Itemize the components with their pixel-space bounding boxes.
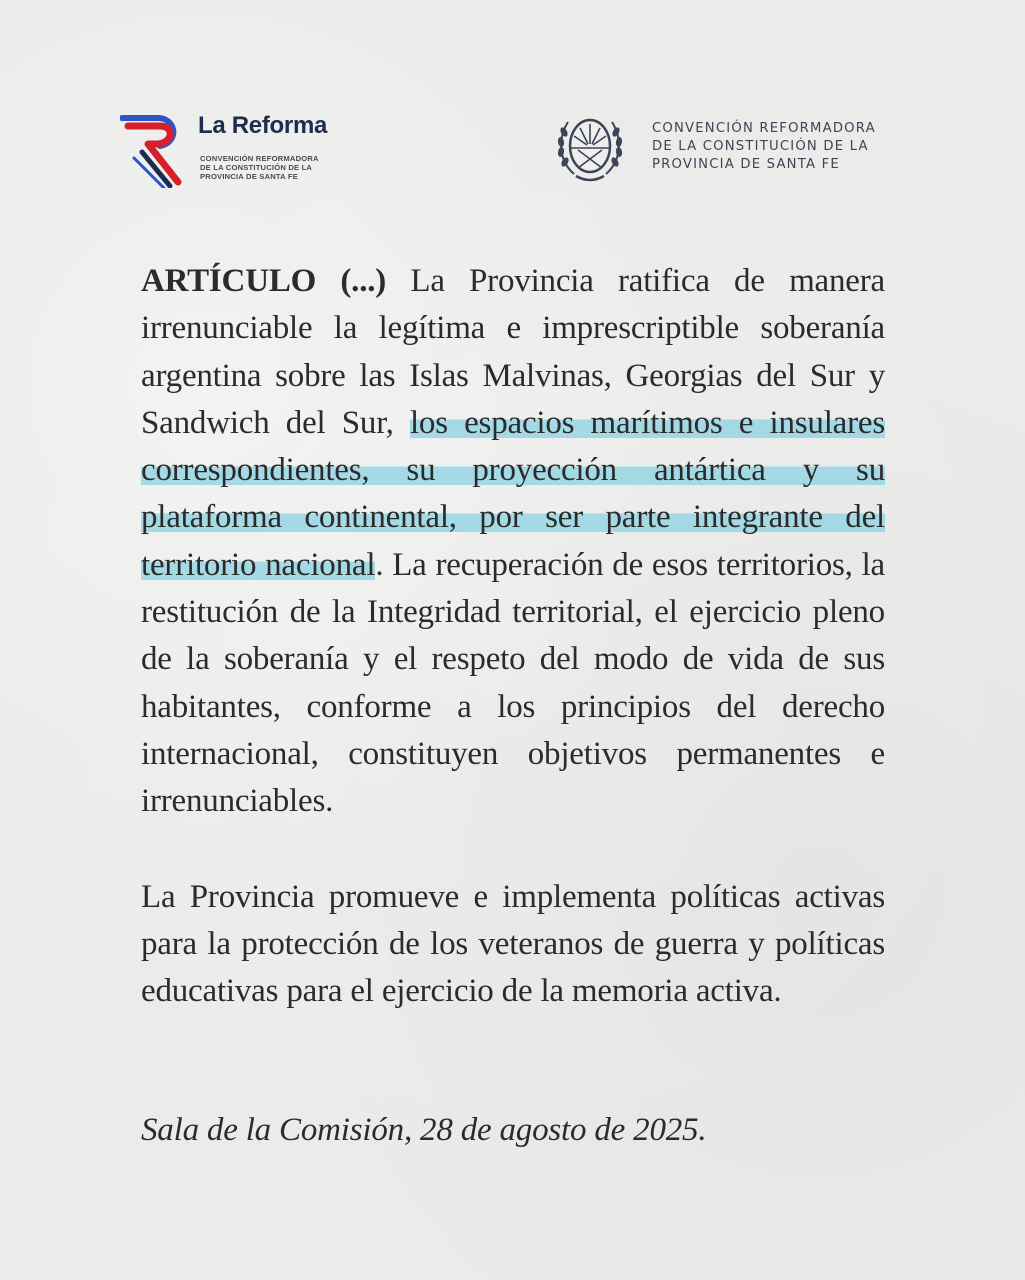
convention-name: [652, 120, 922, 174]
convention-name-line: PROVINCIA DE SANTA FE: [652, 157, 840, 172]
brand-subtitle-line: PROVINCIA DE SANTA FE: [200, 172, 299, 181]
article-paragraph-1: [141, 258, 885, 826]
la-reforma-r-icon: [120, 112, 190, 188]
brand-subtitle-line: CONVENCIÓN REFORMADORA: [200, 154, 319, 163]
convention-name-line: DE LA CONSTITUCIÓN DE LA: [652, 139, 869, 154]
article-body: [141, 258, 885, 1015]
article-text: . La recuperación de esos territorios, la restitución de la Integridad territorial, el ejercicio pleno de la soberanía y el respeto del modo de vida de sus habitantes, conforme a los principios del derecho internacional, constituyen objetivos permanentes e irrenunciables.: [141, 546, 885, 820]
highlighted-text: los espacios marítimos e insulares correspondientes, su proyección antártica y su plataforma continental, por ser parte integrante del territorio nacional: [141, 404, 885, 583]
convention-logo: [556, 108, 916, 188]
brand-subtitle: [200, 154, 350, 181]
santa-fe-coat-of-arms-icon: [556, 108, 624, 184]
la-reforma-logo: [120, 110, 350, 190]
article-heading: ARTÍCULO (...): [141, 263, 387, 299]
closing-line: Sala de la Comisión, 28 de agosto de 2025.: [141, 1112, 707, 1148]
article-text: La Provincia ratifica de manera irrenunciable la legítima e imprescriptible soberanía argentina sobre las Islas Malvinas, Georgias del Sur y Sandwich del Sur,: [141, 263, 885, 441]
brand-subtitle-line: DE LA CONSTITUCIÓN DE LA: [200, 163, 313, 172]
brand-name: La Reforma: [198, 112, 328, 139]
convention-name-line: CONVENCIÓN REFORMADORA: [652, 121, 876, 136]
article-paragraph-2: La Provincia promueve e implementa políticas activas para la protección de los veteranos de guerra y políticas educativas para el ejercicio de la memoria activa.: [141, 878, 885, 1010]
